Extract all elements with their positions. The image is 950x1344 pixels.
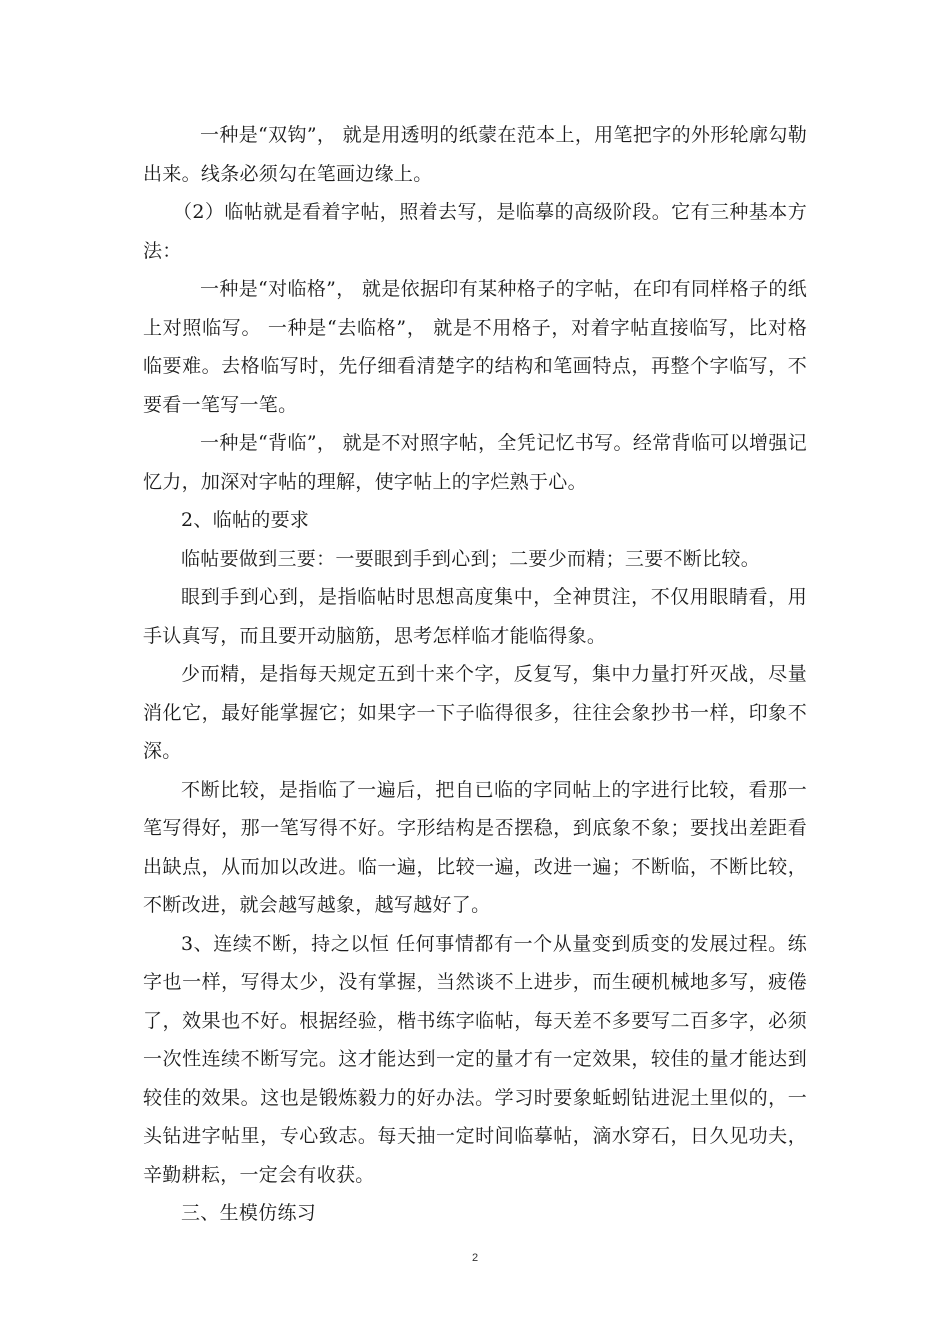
paragraph-three-requirements: 临帖要做到三要：一要眼到手到心到；二要少而精；三要不断比较。 [181,547,761,570]
paragraph-perseverance: 3、连续不断，持之以恒 任何事情都有一个从量变到质变的发展过程。练字也一样，写得太少，没有掌握，当然谈不上进步，而生硬机械地多写，疲倦了，效果也不好。根据经验，楷书练字临帖，每天差不多要写二百多字，必须一次性连续不断写完。这才能达到一定的量才有一定效果，较佳的量才能达到较佳的效果。这也是锻炼毅力的好办法。学习时要象蚯蚓钻进泥土里似的，一头钻进字帖里，专心致志。每天抽一定时间临摹帖，滴水穿石，日久见功夫，辛勤耕耘，一定会有收获。 [143,932,807,1186]
page-number: 2 [471,1252,479,1264]
paragraph-constant-comparison: 不断比较，是指临了一遍后，把自已临的字同帖上的字进行比较，看那一笔写得好，那一笔写得不好。字形结构是否摆稳，到底象不象；要找出差距看出缺点，从而加以改进。临一遍，比较一遍，改进一遍；不断临，不断比较，不断改进，就会越写越象，越写越好了。 [143,778,807,916]
section-heading-imitation: 三、生模仿练习 [181,1202,317,1224]
paragraph-copying-methods: （2）临帖就是看着字帖，照着去写，是临摹的高级阶段。它有三种基本方法： [143,201,807,262]
paragraph-eye-hand-mind: 眼到手到心到，是指临帖时思想高度集中，全神贯注，不仅用眼睛看，用手认真写，而且要开动脑筋，思考怎样临才能临得象。 [143,586,807,647]
document-body [143,116,807,1233]
paragraph-double-outline: 一种是“双钩”， 就是用透明的纸蒙在范本上，用笔把字的外形轮廓勾勒出来。线条必须勾在笔画边缘上。 [143,124,807,185]
paragraph-grid-copying: 一种是“对临格”， 就是依据印有某种格子的字帖，在印有同样格子的纸上对照临写。 一种是“去临格”， 就是不用格子，对着字帖直接临写，比对格临要难。去格临写时，先仔细看清楚字的结构和笔画特点，再整个字临写，不要看一笔写一笔。 [143,278,807,416]
paragraph-memory-copying: 一种是“背临”， 就是不对照字帖，全凭记忆书写。经常背临可以增强记忆力，加深对字帖的理解，使字帖上的字烂熟于心。 [143,432,807,493]
paragraph-less-but-refined: 少而精，是指每天规定五到十来个字，反复写，集中力量打歼灭战，尽量消化它，最好能掌握它；如果字一下子临得很多，往往会象抄书一样，印象不深。 [143,663,807,762]
section-heading-requirements: 2、临帖的要求 [181,509,310,531]
